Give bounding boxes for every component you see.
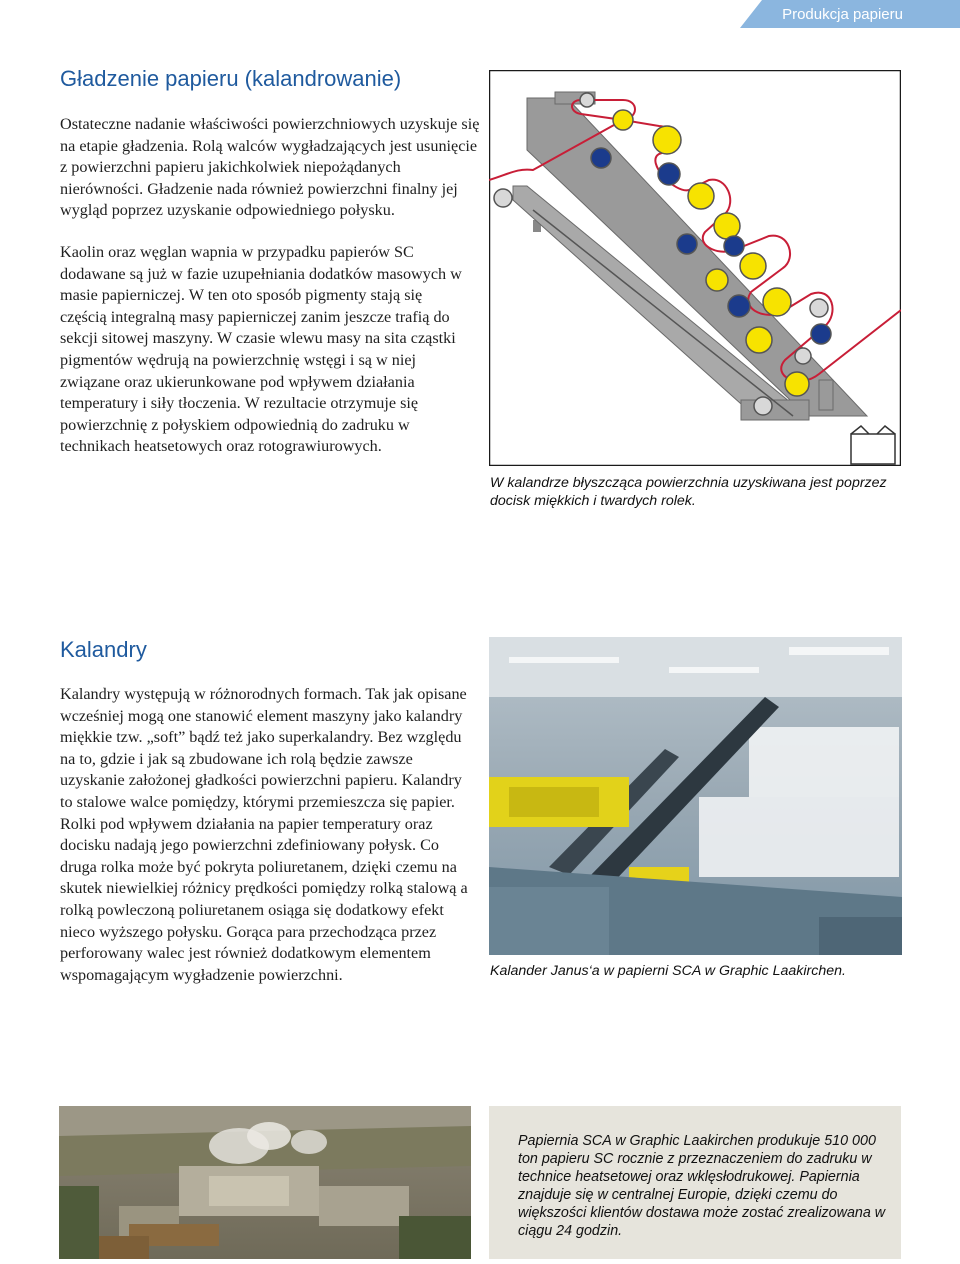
calender-diagram bbox=[489, 70, 901, 466]
pigment-paragraph: Kaolin oraz węglan wapnia w przypadku papierów SC dodawane są już w fazie uzupełniania dodatków masowych w masie papierniczej. W ten oto sposób pigmenty stają się częścią integralną masy papierniczej zanim jeszcze trafią do sekcji sitowej maszyny. W czasie wlewu masy na sita cząstki pigmentów wędrują na powierzchnię wstęgi i są w niej związane oraz ukierunkowane pod wpływem działania temperatury i siły tłoczenia. W rezultacie otrzymuje się powierzchnię z połyskiem odpowiednią do zadruku w technikach heatsetowych oraz rotograwiurowych. bbox=[60, 243, 462, 456]
infobox bbox=[489, 1106, 901, 1259]
section-header-tab bbox=[740, 0, 960, 30]
calenders-paragraph: Kalandry występują w różnorodnych formach. Tak jak opisane wcześniej mogą one stanowić element maszyny jako kalandry miękkie tzw. „soft” bądź też jako superkalandry. Bez względu na to, gdzie i jak są zbudowane ich rolą będzie zawsze uzyskanie założonej gładkości powierzchni papieru. Kalandry to stalowe walce pomiędzy, którymi przemieszcza się papier. Rolki pod wpływem działania na papier temperatury oraz docisku nadają jego powierzchni zdefiniowany połysk. Co druga rolka może być pokryta poliuretanem, dzięki czemu na skutek niewielkiej różnicy prędkości pomiędzy rolką stalową a rolką powleczoną poliuretanem osiąga się dodatkowy efekt nieco wyższego połysku. Gorąca para przechodząca przez perforowany walec jest również dodatkowym elementem wspomagającym wygładzenie powierzchni. bbox=[60, 685, 468, 984]
infobox-text: Papiernia SCA w Graphic Laakirchen produkuje 510 000 ton papieru SC rocznie z przeznaczeniem do zadruku w technice heatsetowej oraz wklęsłodrukowej. Papiernia znajduje się w centralnej Europie, dzięki czemu do większości klientów dostawa może zostać zrealizowana w ciągu 24 godzin. bbox=[518, 1133, 886, 1239]
diagram-caption: W kalandrze błyszcząca powierzchnia uzyskiwana jest poprzez docisk miękkich i twardych rolek. bbox=[490, 475, 887, 509]
calender-photo bbox=[489, 637, 902, 955]
intro-paragraph: Ostateczne nadanie właściwości powierzchniowych uzyskuje się na etapie gładzenia. Rolą walców wygładzających jest usunięcie z powierzchni papieru jakichkolwiek niepożądanych nierówności. Gładzenie nada również powierzchni finalny jej wygląd poprzez uzyskanie odpowiedniego połysku. bbox=[60, 115, 480, 220]
section-heading-calendering: Gładzenie papieru (kalandrowanie) bbox=[60, 66, 402, 91]
aerial-photo bbox=[59, 1106, 471, 1259]
photo-caption: Kalander Janus‘a w papierni SCA w Graphic Laakirchen. bbox=[490, 963, 846, 979]
section-label: Produkcja papieru bbox=[782, 6, 903, 23]
section-heading-calenders: Kalandry bbox=[60, 637, 147, 662]
